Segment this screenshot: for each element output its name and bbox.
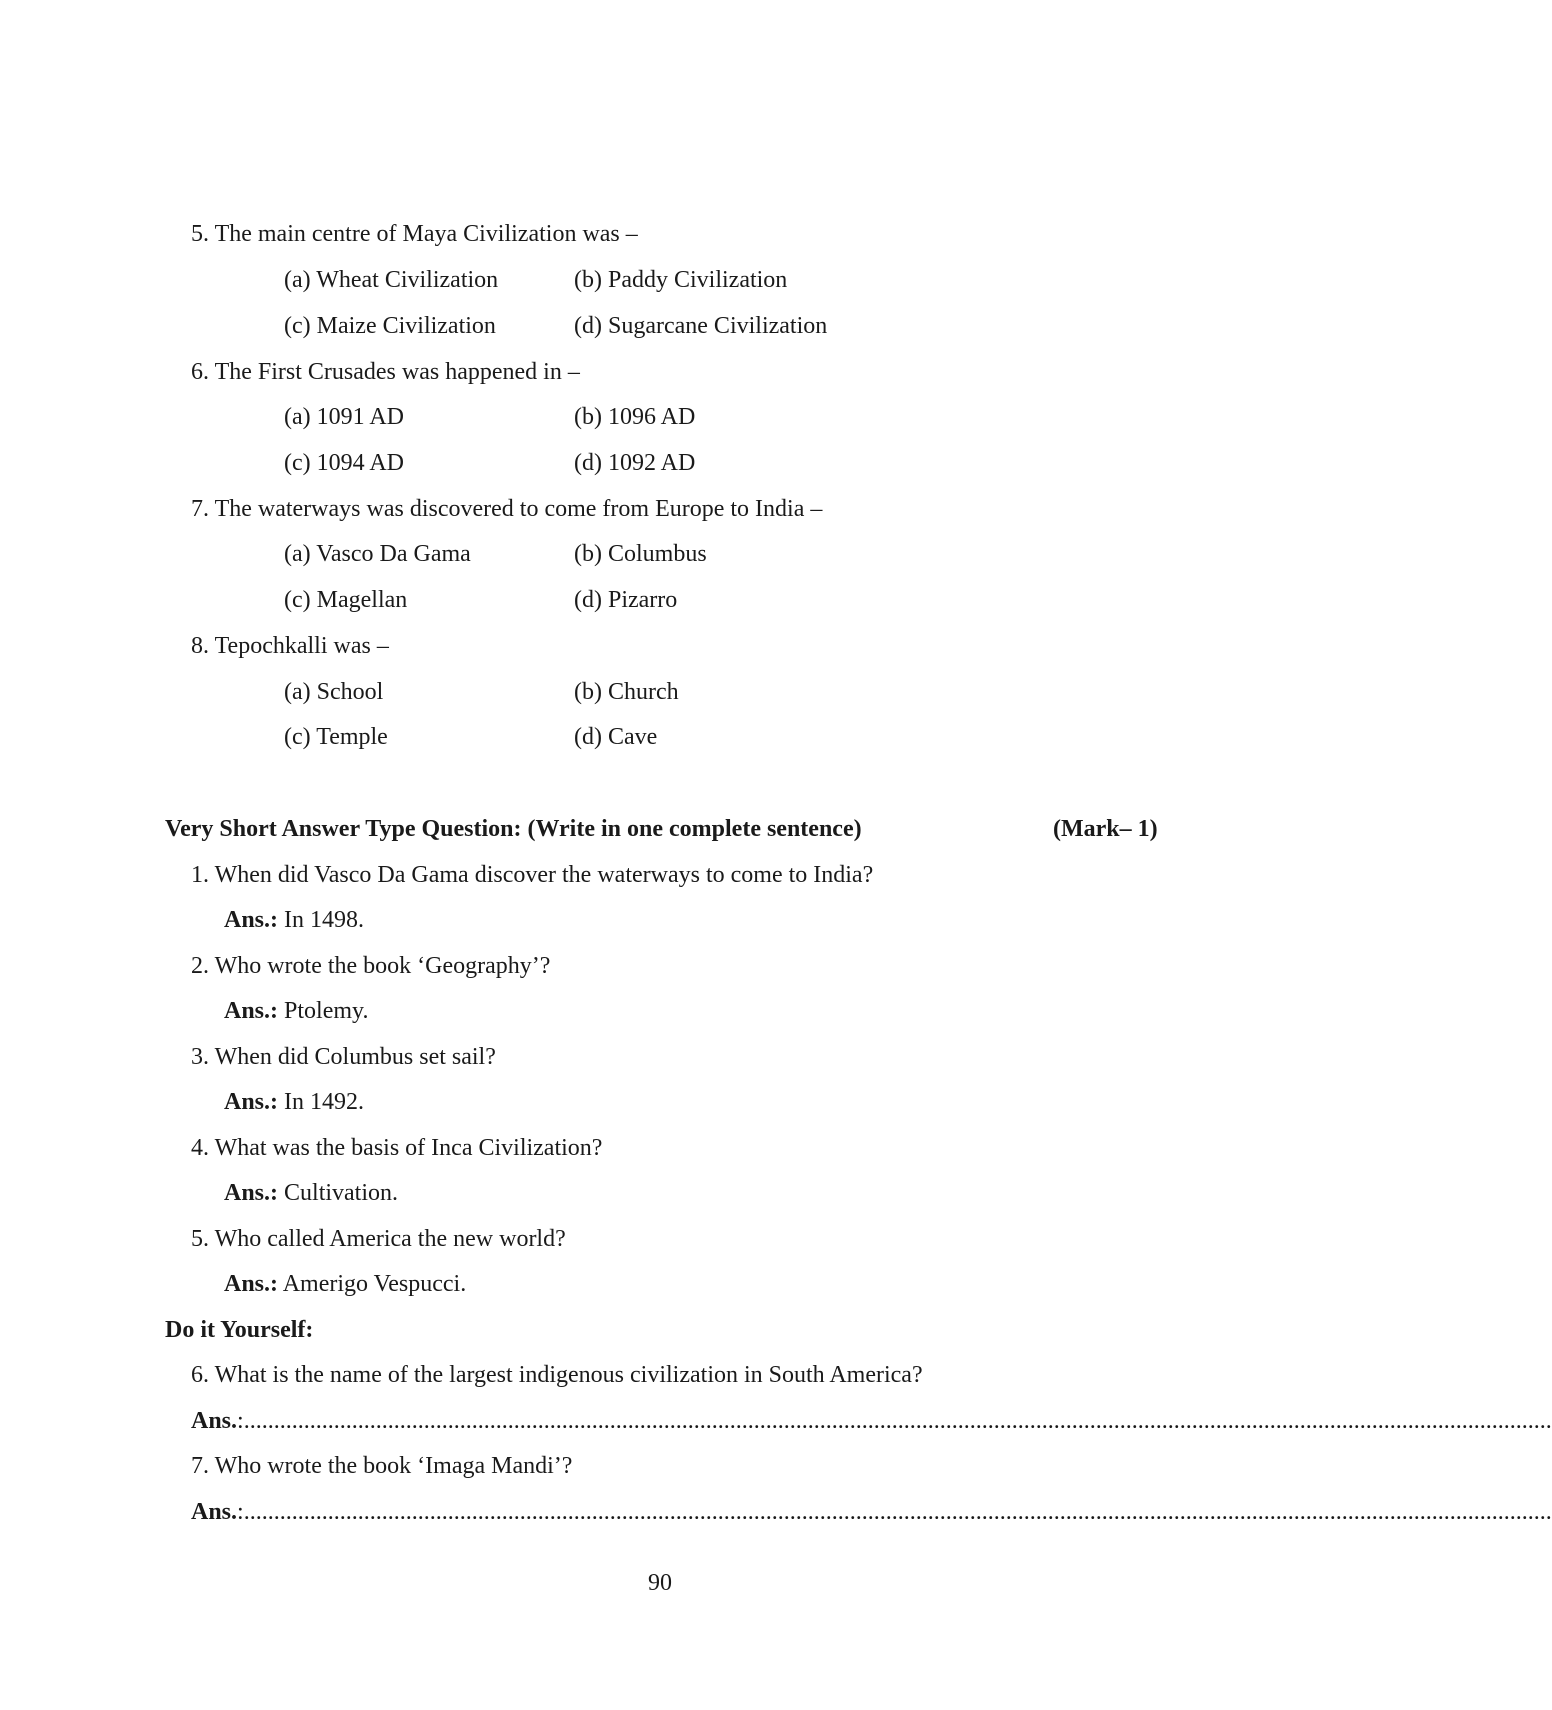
- vsa-answer: [224, 999, 368, 1023]
- mcq-option: (d) 1092 AD: [574, 450, 696, 476]
- mcq-option: (d) Cave: [574, 724, 658, 750]
- mcq-question: 7. The waterways was discovered to come from Europe to India –: [191, 496, 823, 522]
- page-number: 90: [648, 1570, 672, 1596]
- ans-label: Ans.:: [224, 1089, 279, 1115]
- mcq-option: (b) Church: [574, 679, 679, 705]
- mcq-question: 6. The First Crusades was happened in –: [191, 359, 580, 385]
- answer-blank: Ans.:..........................................................................................................................................................................................................................: [191, 1499, 1552, 1525]
- marks-label: (Mark– 1): [1053, 816, 1158, 842]
- vsa-question: 3. When did Columbus set sail?: [191, 1044, 496, 1070]
- mcq-option: (b) 1096 AD: [574, 404, 696, 430]
- mcq-option: (a) Vasco Da Gama: [284, 541, 471, 567]
- vsa-question: 5. Who called America the new world?: [191, 1226, 566, 1252]
- mcq-option: (c) Maize Civilization: [284, 313, 496, 339]
- answer-blank: Ans.:..........................................................................................................................................................................................................................: [191, 1408, 1552, 1434]
- section-heading: Very Short Answer Type Question: (Write in one complete sentence): [165, 816, 862, 842]
- vsa-answer: [224, 1090, 364, 1114]
- mcq-option: (d) Pizarro: [574, 587, 678, 613]
- mcq-option: (a) School: [284, 679, 384, 705]
- answer-text: In 1498.: [278, 907, 365, 933]
- ans-label: Ans.:: [224, 907, 279, 933]
- ans-label: Ans.:: [224, 1271, 279, 1297]
- diy-question: 7. Who wrote the book ‘Imaga Mandi’?: [191, 1453, 573, 1479]
- diy-heading: Do it Yourself:: [165, 1317, 314, 1343]
- vsa-answer: [224, 908, 364, 932]
- mcq-option: (d) Sugarcane Civilization: [574, 313, 828, 339]
- ans-label: Ans.: [191, 1408, 238, 1434]
- vsa-question: 2. Who wrote the book ‘Geography’?: [191, 953, 551, 979]
- mcq-option: (c) Magellan: [284, 587, 408, 613]
- answer-text: In 1492.: [278, 1089, 365, 1115]
- vsa-answer: [224, 1272, 466, 1296]
- mcq-option: (b) Columbus: [574, 541, 707, 567]
- ans-label: Ans.:: [224, 998, 279, 1024]
- mcq-option: (a) Wheat Civilization: [284, 267, 499, 293]
- vsa-answer: [224, 1181, 398, 1205]
- mcq-option: (c) Temple: [284, 724, 388, 750]
- answer-text: Cultivation.: [278, 1180, 399, 1206]
- mcq-option: (c) 1094 AD: [284, 450, 404, 476]
- answer-text: Ptolemy.: [278, 998, 369, 1024]
- answer-text: Amerigo Vespucci.: [278, 1271, 467, 1297]
- vsa-question: 1. When did Vasco Da Gama discover the waterways to come to India?: [191, 862, 874, 888]
- vsa-question: 4. What was the basis of Inca Civilization?: [191, 1135, 603, 1161]
- ans-label: Ans.: [191, 1499, 238, 1525]
- ans-label: Ans.:: [224, 1180, 279, 1206]
- mcq-question: 8. Tepochkalli was –: [191, 633, 389, 659]
- mcq-option: (a) 1091 AD: [284, 404, 404, 430]
- mcq-question: 5. The main centre of Maya Civilization was –: [191, 221, 638, 247]
- diy-question: 6. What is the name of the largest indigenous civilization in South America?: [191, 1362, 923, 1388]
- mcq-option: (b) Paddy Civilization: [574, 267, 788, 293]
